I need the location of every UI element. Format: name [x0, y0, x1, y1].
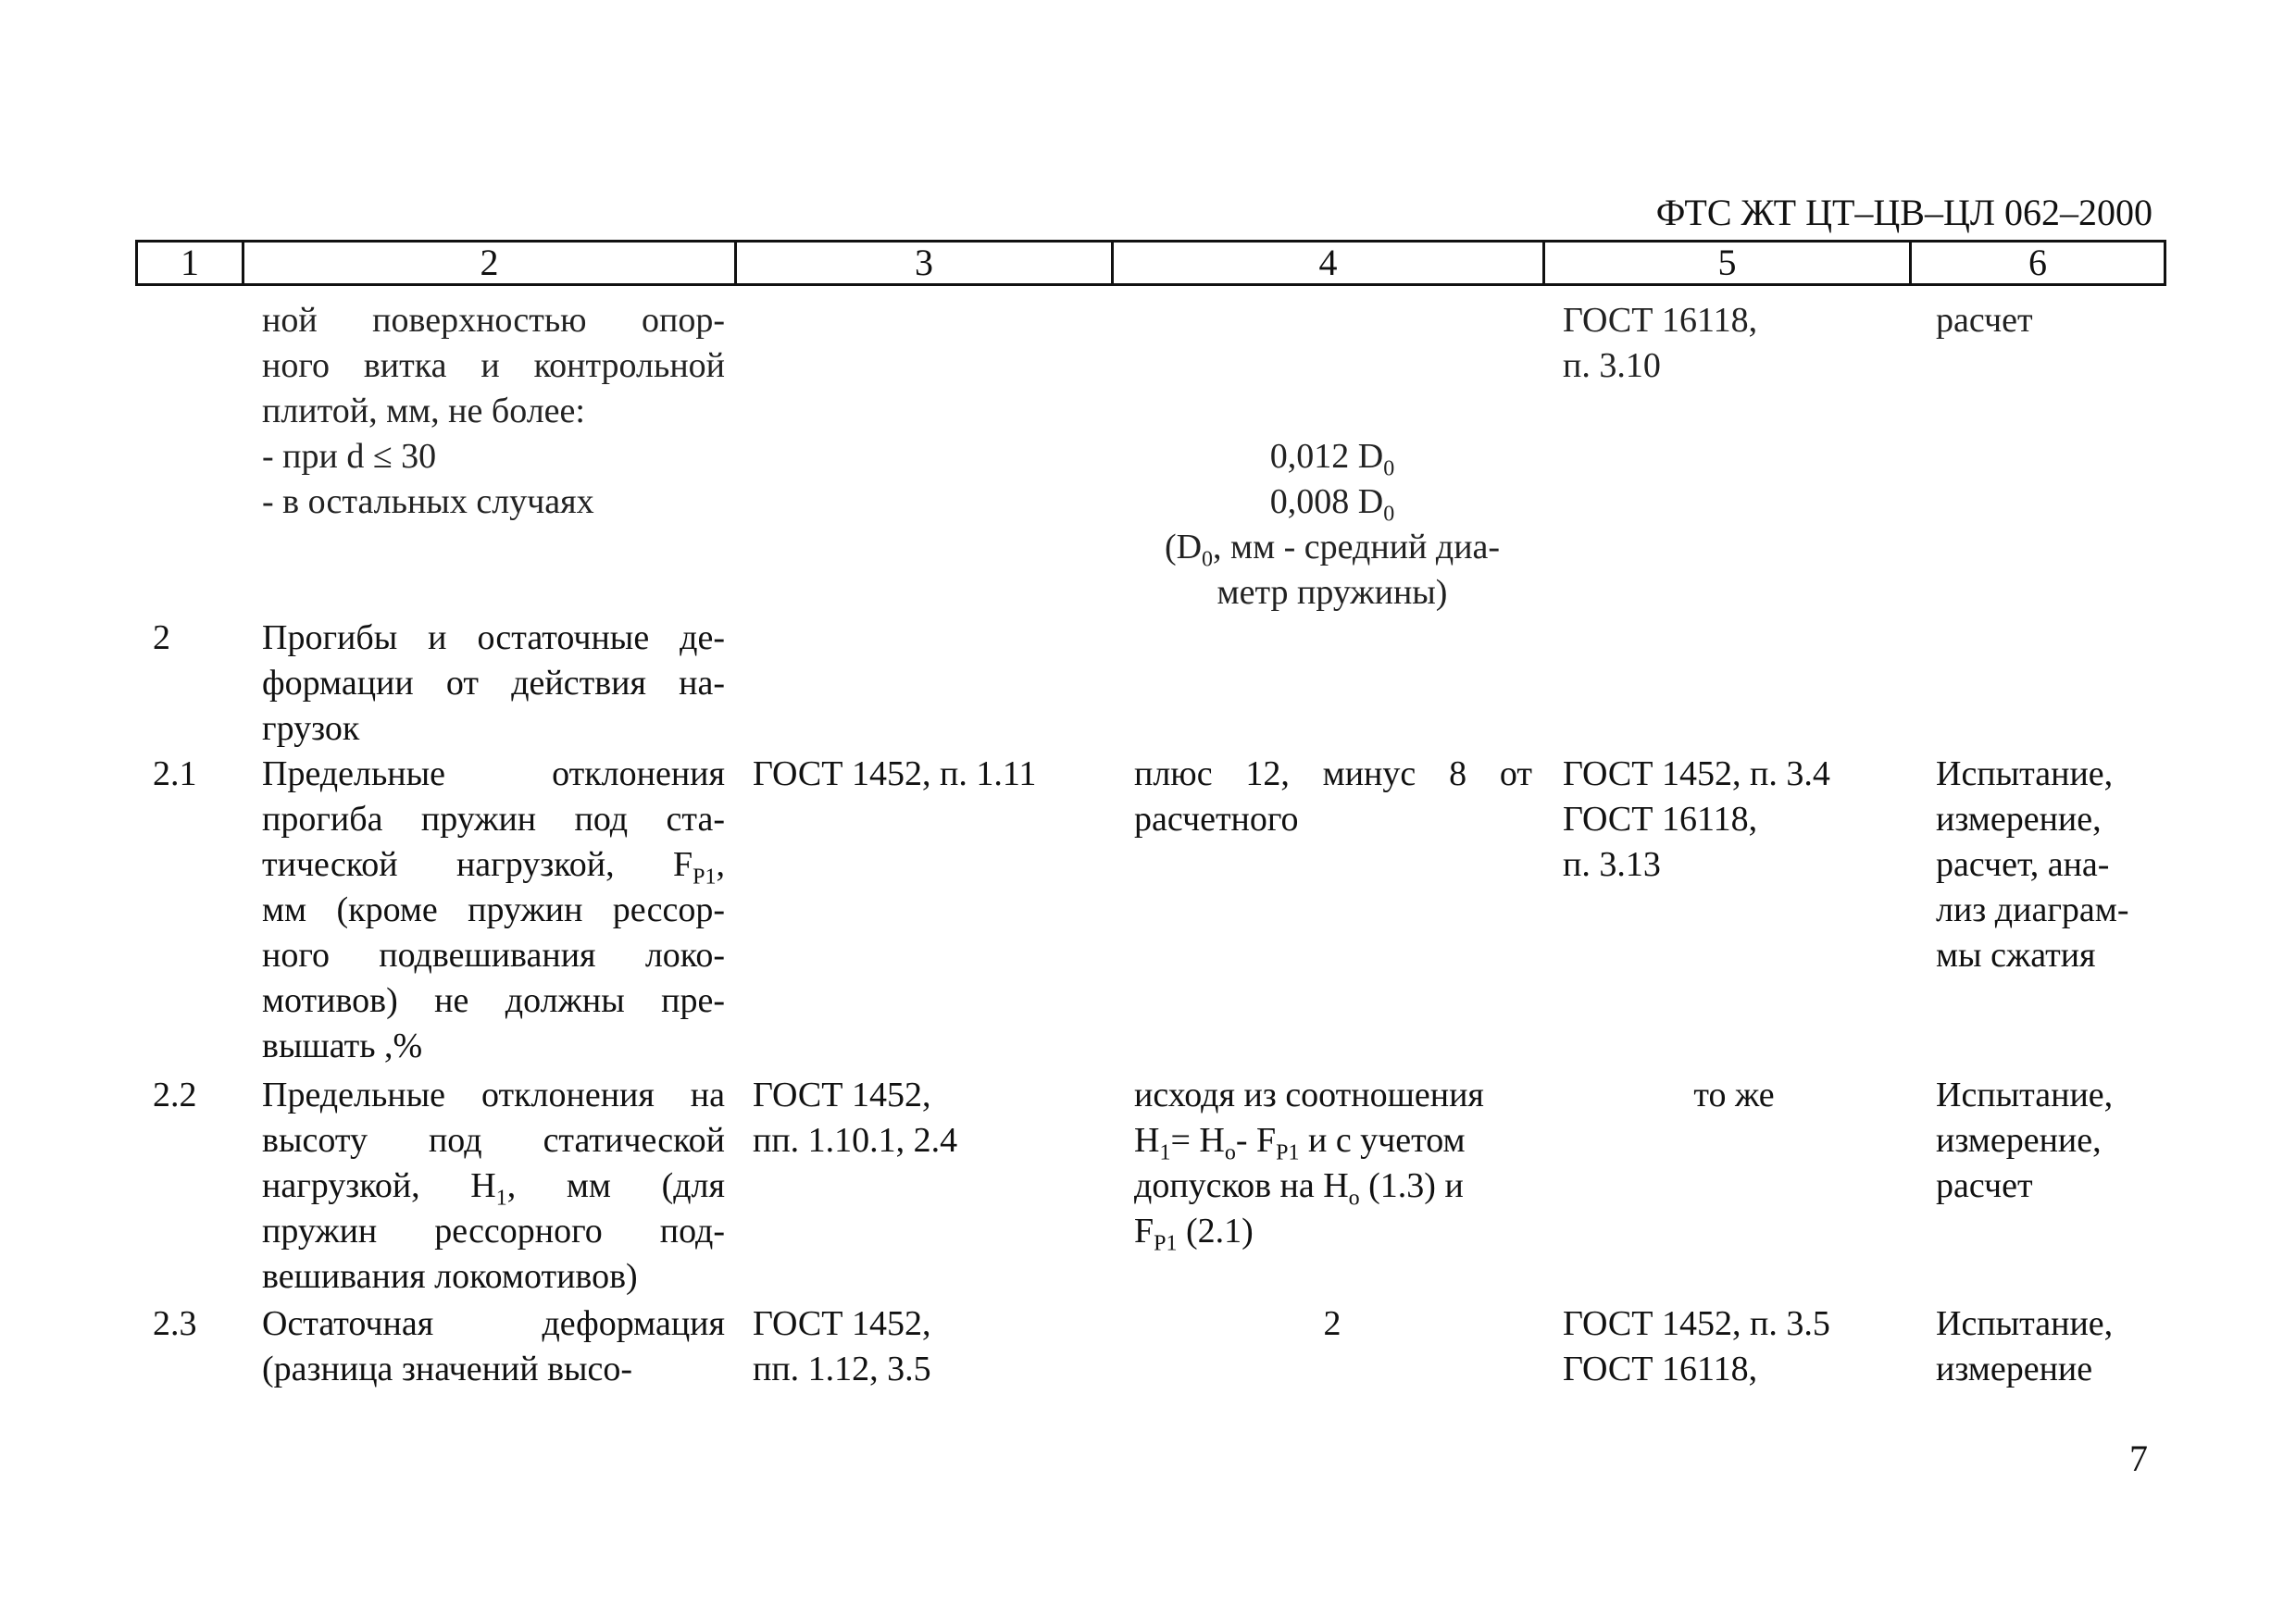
- cell-check-method: Испытание, измерение: [1936, 1304, 2114, 1388]
- cell-standard: ГОСТ 1452, пп. 1.10.1, 2.4: [753, 1076, 958, 1160]
- column-header-1: 1: [138, 243, 244, 283]
- column-header-6: 6: [2028, 242, 2047, 283]
- cell-number: 2: [153, 618, 170, 657]
- cell-method-doc: ГОСТ 16118, п. 3.10: [1563, 301, 1758, 385]
- column-header-5: 5: [1545, 243, 1912, 283]
- document-code: ФТС ЖТ ЦТ–ЦВ–ЦЛ 062–2000: [1655, 192, 2152, 233]
- cell-description: Предельные отклонения прогиба пружин под ста- тической нагрузкой, $F_{P1}$, мм (кроме пружин рессор- ного подвешивания локо- мотивов) не должны пре- вышать ,%: [262, 754, 725, 1065]
- cell-description: ной поверхностью опор- ного витка и контрольной плитой, мм, не более: - при d ≤ 30 - в остальных случаях: [262, 301, 725, 521]
- cell-description: Предельные отклонения на высоту под статической нагрузкой, $H_1$, мм (для пружин рессорного под- вешивания локомотивов): [262, 1076, 725, 1296]
- column-header-4: 4: [1114, 243, 1545, 283]
- cell-norm: 0,012 $D_0$ 0,008 $D_0$ ($D_0$, мм - средний диа- метр пружины): [1164, 437, 1501, 612]
- cell-norm: исходя из соотношения $H_1= H_o-$ $F_{P1}$ и с учетом допусков на $H_o$ (1.3) и $F_{P1}$ (2.1): [1134, 1076, 1484, 1256]
- cell-standard: ГОСТ 1452, п. 1.11: [753, 754, 1037, 793]
- cell-standard: ГОСТ 1452, пп. 1.12, 3.5: [753, 1304, 931, 1388]
- cell-number: 2.3: [153, 1304, 197, 1343]
- cell-description: Прогибы и остаточные де- формации от действия на- грузок: [262, 618, 725, 748]
- cell-norm: плюс 12, минус 8 от расчетного: [1134, 754, 1532, 839]
- page-number: 7: [2129, 1438, 2148, 1479]
- column-header-3: 3: [737, 243, 1114, 283]
- cell-check-method: Испытание, измерение, расчет, ана- лиз диаграм- мы сжатия: [1936, 754, 2129, 975]
- cell-description: Остаточная деформация (разница значений высо-: [262, 1304, 725, 1388]
- cell-method-doc: то же: [1693, 1076, 1775, 1114]
- cell-number: 2.1: [153, 754, 197, 793]
- cell-check-method: Испытание, измерение, расчет: [1936, 1076, 2114, 1205]
- cell-method-doc: ГОСТ 1452, п. 3.5 ГОСТ 16118,: [1563, 1304, 1830, 1388]
- cell-norm: 2: [1323, 1304, 1341, 1343]
- column-header-2: 2: [244, 243, 737, 283]
- cell-method-doc: ГОСТ 1452, п. 3.4 ГОСТ 16118, п. 3.13: [1563, 754, 1830, 884]
- cell-check-method: расчет: [1936, 301, 2033, 340]
- cell-number: 2.2: [153, 1076, 197, 1114]
